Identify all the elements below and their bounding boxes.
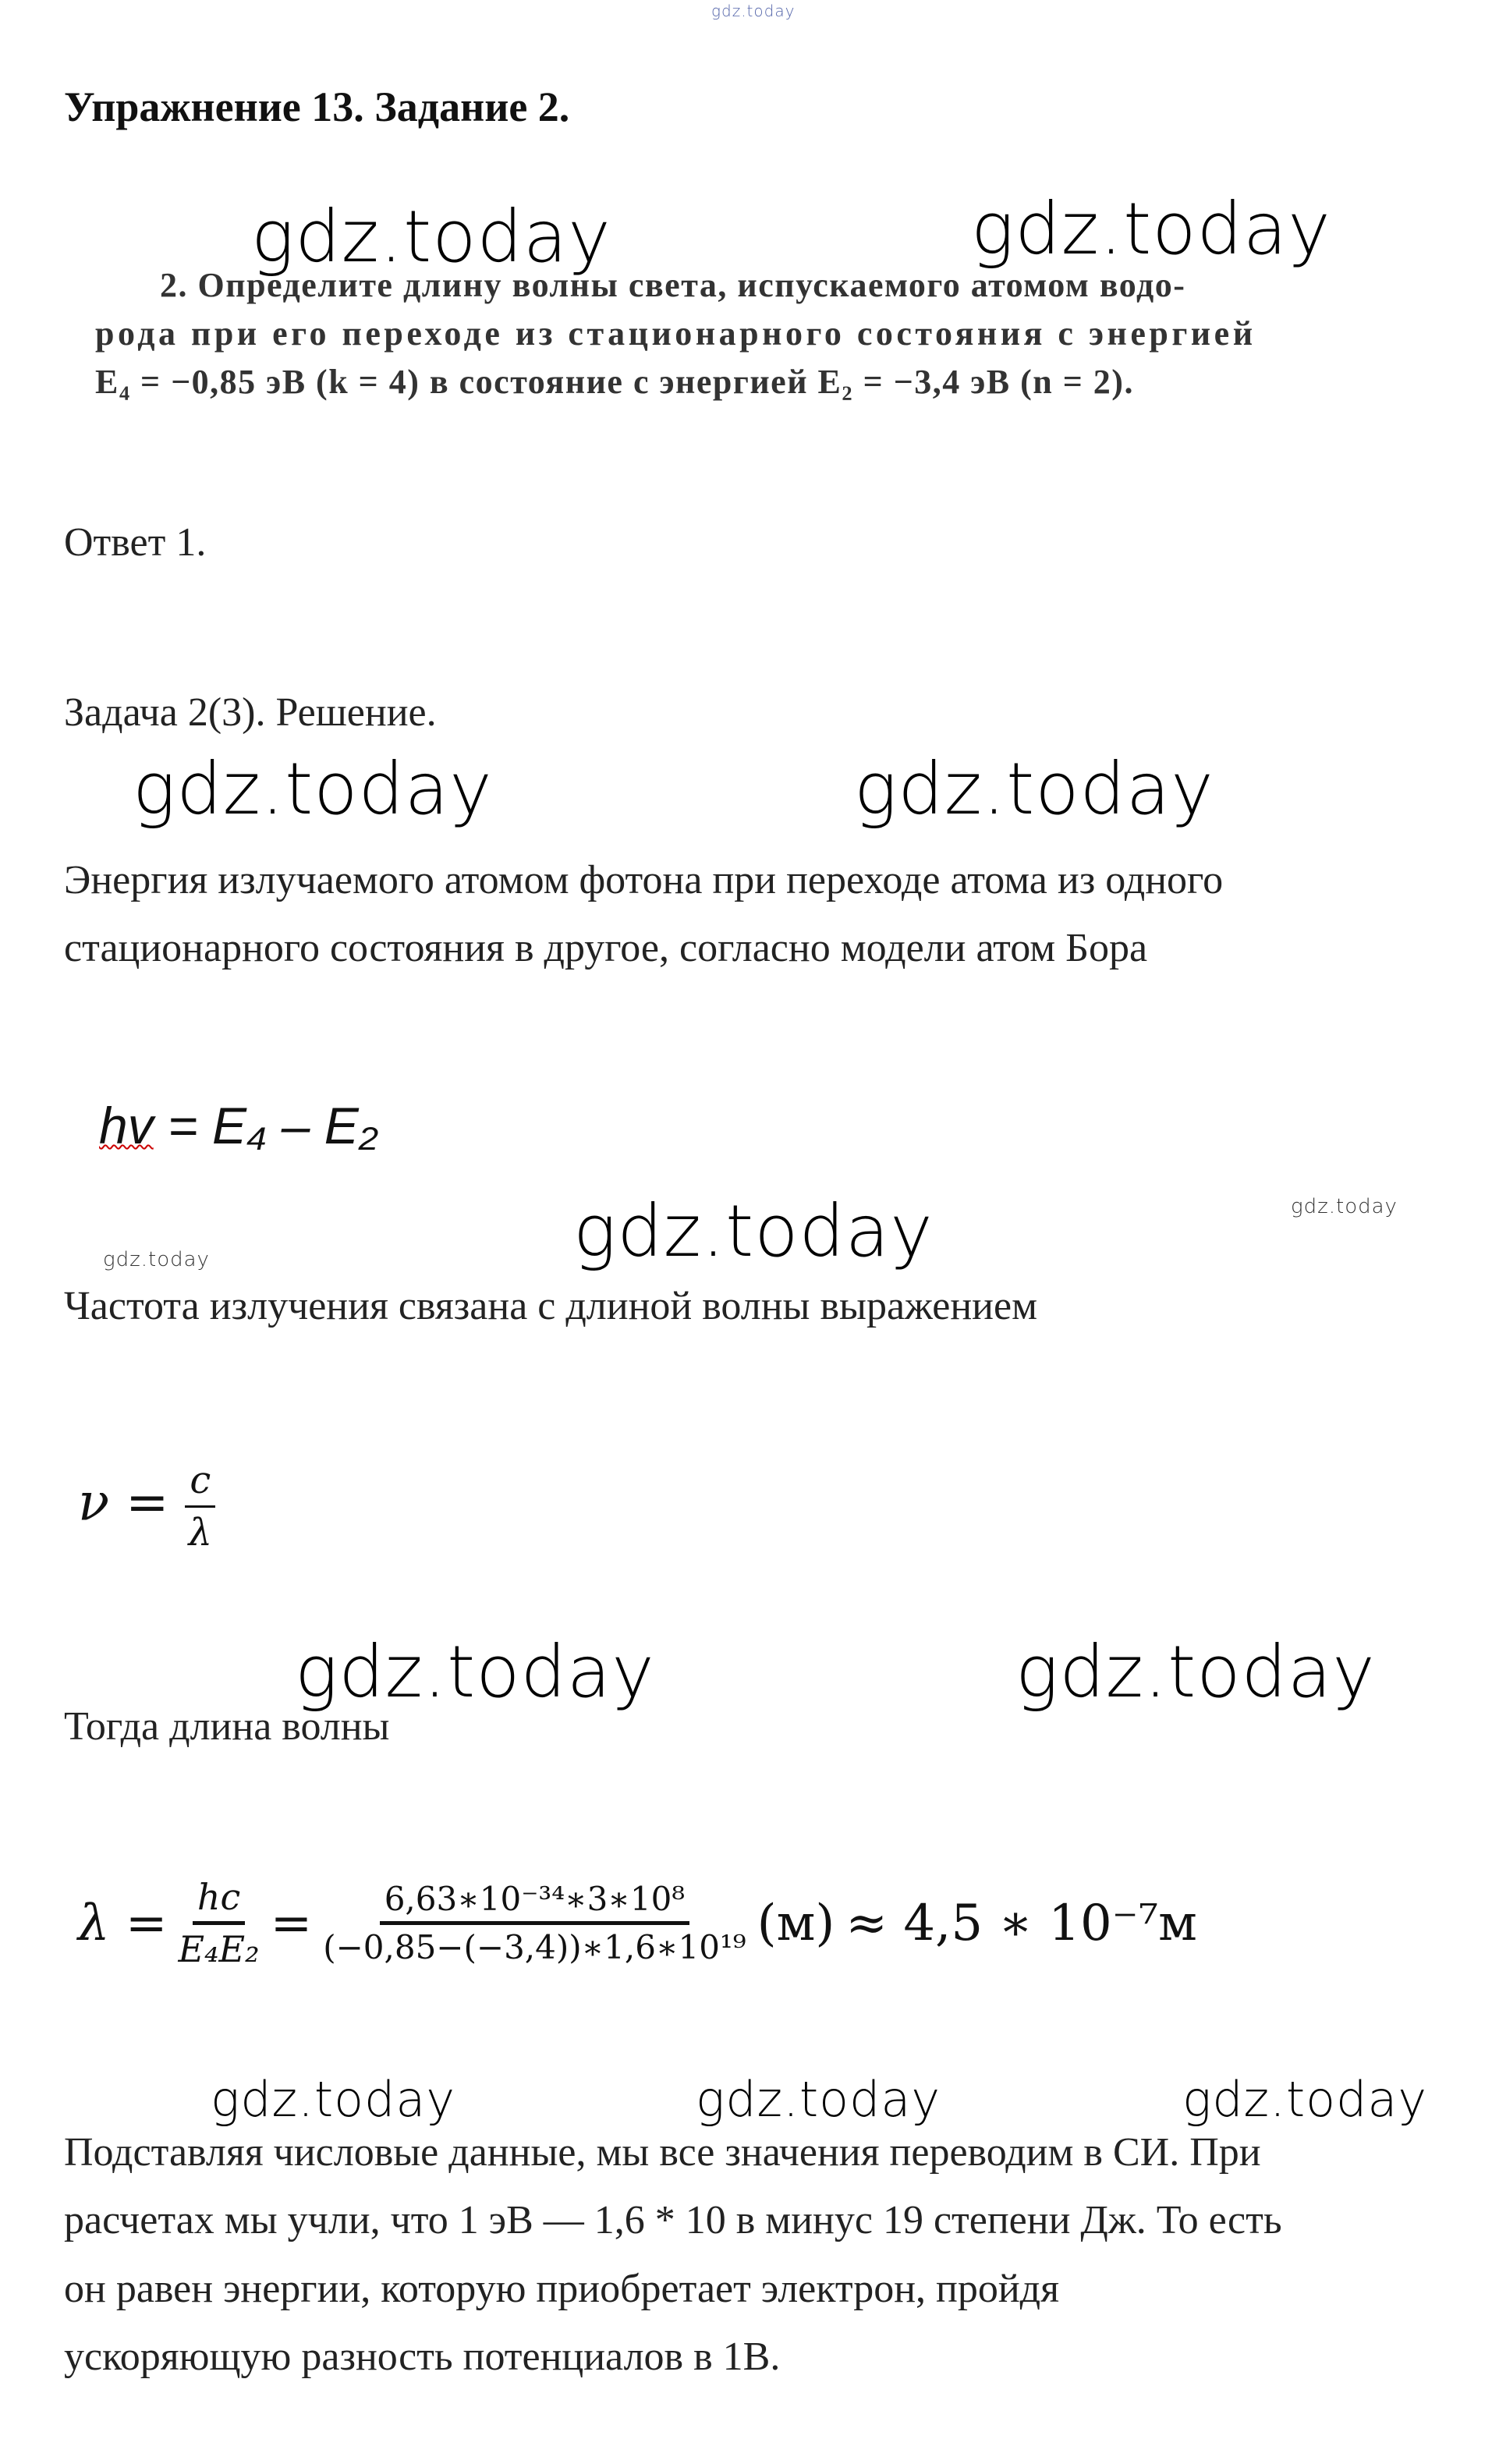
formula-numerator: hc — [193, 1876, 245, 1925]
solution-label: Задача 2(3). Решение. — [64, 690, 437, 735]
watermark: gdz.today — [711, 2, 796, 20]
formula-result: ≈ 4,5 ∗ 10⁻⁷м — [845, 1894, 1197, 1952]
formula-photon-energy — [99, 1096, 378, 1155]
paragraph-line: Частота излучения связана с длиной волны выражением — [64, 1284, 1037, 1328]
page-title: Упражнение 13. Задание 2. — [64, 83, 570, 130]
watermark: gdz.today — [854, 747, 1214, 831]
watermark: gdz.today — [211, 2071, 456, 2128]
formula-numerator: 6,63∗10⁻³⁴∗3∗10⁸ — [380, 1880, 689, 1925]
formula-equals: = — [270, 1894, 313, 1952]
formula-denominator: λ — [188, 1511, 213, 1555]
watermark: gdz.today — [696, 2071, 941, 2128]
task-line: E₄ = −0,85 эВ (k = 4) в состояние с энергией E₂ = −3,4 эВ (n = 2). — [95, 363, 1134, 401]
formula-wavelength — [78, 1876, 1197, 1970]
watermark: gdz.today — [103, 1248, 210, 1271]
formula-numerator: c — [185, 1459, 215, 1508]
formula-lhs: λ = — [78, 1894, 168, 1952]
paragraph-line: стационарного состояния в другое, согласно модели атом Бора — [64, 926, 1148, 970]
watermark: gdz.today — [1291, 1195, 1398, 1218]
formula-rhs: = E₄ – E₂ — [168, 1097, 378, 1154]
formula-unit: (м) — [757, 1894, 835, 1952]
paragraph-line: Тогда длина волны — [64, 1704, 390, 1749]
formula-lhs: ν = — [78, 1472, 169, 1533]
formula-denominator: (−0,85−(−3,4))∗1,6∗10¹⁹ — [323, 1928, 746, 1966]
paragraph-line: расчетах мы учли, что 1 эВ — 1,6 * 10 в минус 19 степени Дж. То есть — [64, 2198, 1282, 2242]
watermark: gdz.today — [1182, 2071, 1428, 2128]
watermark: gdz.today — [295, 1630, 655, 1714]
paragraph-line: ускоряющую разность потенциалов в 1В. — [64, 2335, 781, 2379]
formula-denominator: E₄E₂ — [178, 1928, 260, 1970]
paragraph-line: Подставляя числовые данные, мы все значения переводим в СИ. При — [64, 2130, 1261, 2175]
paragraph-line: Энергия излучаемого атомом фотона при переходе атома из одного — [64, 858, 1224, 902]
formula-frequency — [78, 1459, 215, 1555]
watermark: gdz.today — [251, 195, 611, 278]
watermark: gdz.today — [1015, 1630, 1376, 1714]
task-line: 2. Определите длину волны света, испускаемого атомом водо- — [160, 266, 1186, 304]
answer-label: Ответ 1. — [64, 520, 207, 565]
formula-lhs: hv — [99, 1097, 154, 1154]
watermark: gdz.today — [971, 187, 1331, 271]
task-line: рода при его переходе из стационарного состояния с энергией — [95, 314, 1256, 353]
paragraph-line: он равен энергии, которую приобретает электрон, пройдя — [64, 2267, 1060, 2311]
watermark: gdz.today — [133, 747, 493, 831]
watermark: gdz.today — [573, 1189, 934, 1273]
